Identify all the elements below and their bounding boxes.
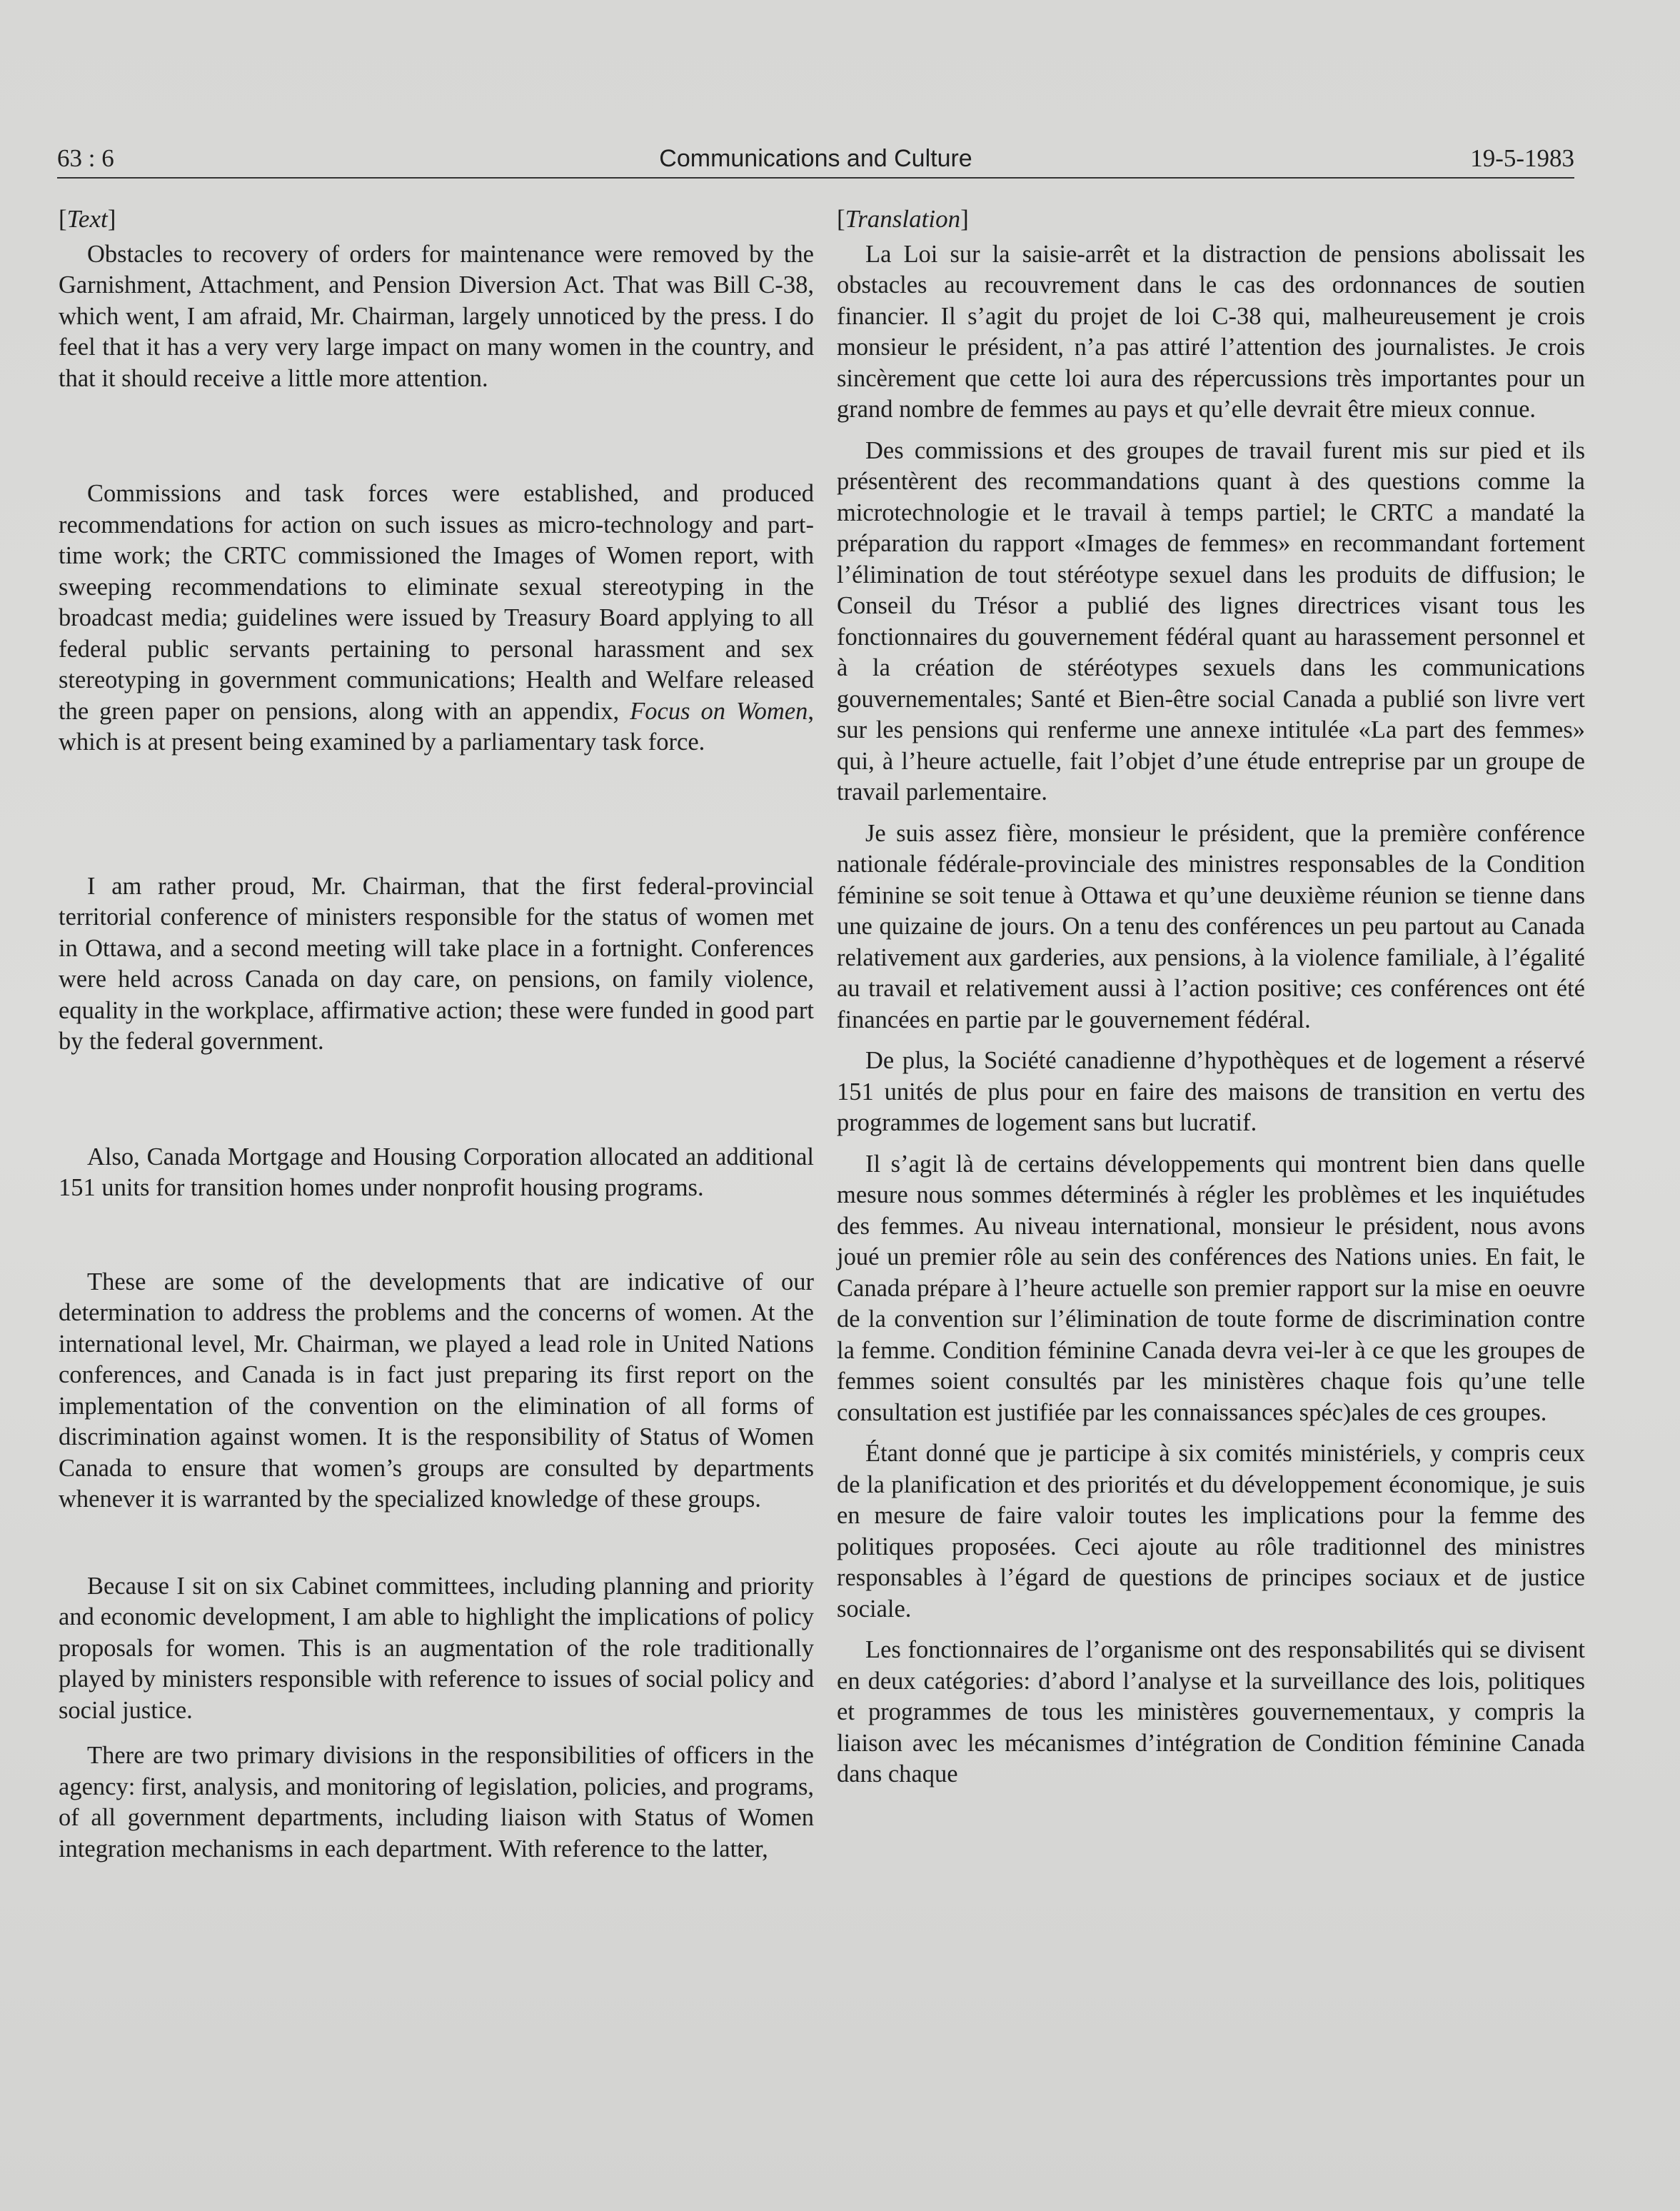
paragraph: La Loi sur la saisie-arrêt et la distraction de pensions abolissait les obstacles au recouvrement dans le cas des ordonnances de soutien financier. Il s’agit du projet de loi C-38 qui, malheureusement je crois monsieur le président, n’a pas attiré l’attention des journalistes. Je crois sincèrement que cette loi aura des répercussions très importantes pour un grand nombre de femmes au pays et qu’elle devrait être mieux connue. [837,240,1585,423]
running-title: Communications and Culture [659,145,972,172]
publication-title: Focus on Women [630,697,808,725]
paragraph: Je suis assez fière, monsieur le président, que la première conférence nationale fédérale-provinciale des ministres responsables de la Condition féminine se soit tenue à Ottawa et qu’une deuxième réunion se tienne dans une quizaine de jours. On a tenu des conférences un peu partout au Canada relativement aux garderies, aux pensions, à la violence familiale, à l’égalité au travail et relativement aussi à l’action positive; ces conférences ont été financées en partie par le gouvernement fédéral. [837,819,1585,1033]
text-tag: [Text] [59,205,116,233]
page-number: 63 : 6 [57,144,114,172]
paragraph: Étant donné que je participe à six comités ministériels, y compris ceux de la planification et des priorités et du développement économique, je suis en mesure de faire valoir toutes les implications pour la femme des politiques proposées. Ceci ajoute au rôle traditionnel des ministres responsables à l’égard de questions de principes sociaux et de justice sociale. [837,1440,1585,1623]
paragraph: There are two primary divisions in the responsibilities of officers in the agency: first, analysis, and monitoring of legislation, policies, and programs, of all government departments, including liaison with Status of Women integration mechanisms in each department. With reference to the latter, [59,1742,814,1862]
page-header [57,136,1574,179]
english-text-column [59,204,814,1865]
paragraph: Les fonctionnaires de l’organisme ont des responsabilités qui se divisent en deux catégories: d’abord l’analyse et la surveillance des lois, politiques et programmes de tous les ministères gouvernementaux, y compris la liaison avec les mécanismes d’intégration de Condition féminine Canada dans chaque [837,1636,1585,1788]
french-translation-column [837,204,1585,1800]
paragraph: Also, Canada Mortgage and Housing Corporation allocated an additional 151 units for transition homes under nonprofit housing programs. [59,1143,814,1201]
paragraph: Obstacles to recovery of orders for maintenance were removed by the Garnishment, Attachment, and Pension Diversion Act. That was Bill C-38, which went, I am afraid, Mr. Chairman, largely unnoticed by the press. I do feel that it has a very very large impact on many women in the country, and that it should receive a little more attention. [59,240,814,392]
paragraph: Des commissions et des groupes de travail furent mis sur pied et ils présentèrent des recommandations quant à des questions comme la microtechnologie et le travail à temps partiel; le CRTC a mandaté la préparation du rapport «Images de femmes» en recommandant fortement l’élimination de tout stéréotype sexuel dans les produits de diffusion; le Conseil du Trésor a publié des lignes directrices visant tous les fonctionnaires du gouvernement fédéral quant au harassement personnel et à la création de stéréotypes sexuels dans les communications gouvernementales; Santé et Bien-être social Canada a publié son livre vert sur les pensions qui renferme une annexe intitulée «La part des femmes» qui, à l’heure actuelle, fait l’objet d’une étude entreprise par un groupe de travail parlementaire. [837,436,1585,806]
paragraph: I am rather proud, Mr. Chairman, that the first federal-provincial territorial conference of ministers responsible for the status of women met in Ottawa, and a second meeting will take place in a fortnight. Conferences were held across Canada on day care, on pensions, on family violence, equality in the workplace, affirmative action; these were funded in good part by the federal government. [59,872,814,1055]
page-date: 19-5-1983 [1470,144,1574,172]
paragraph: Because I sit on six Cabinet committees, including planning and priority and economic development, I am able to highlight the implications of policy proposals for women. This is an augmentation of the role traditionally played by ministers responsible with reference to issues of social policy and social justice. [59,1572,814,1724]
paragraph: Commissions and task forces were established, and produced recommendations for action on such issues as micro-technology and part-time work; the CRTC commissioned the Images of Women report, with sweeping recommendations to eliminate sexual stereotyping in the broadcast media; guidelines were issued by Treasury Board applying to all federal public servants pertaining to personal harassment and sex stereotyping in government communications; Health and Welfare released the green paper on pensions, along with an appendix, Focus on Women, which is at present being examined by a parliamentary task force. [59,480,815,756]
paragraph: De plus, la Société canadienne d’hypothèques et de logement a réservé 151 unités de plus pour en faire des maisons de transition en vertu des programmes de logement sans but lucratif. [837,1047,1585,1136]
translation-tag: [Translation] [837,205,969,233]
paragraph: These are some of the developments that are indicative of our determination to address the problems and the concerns of women. At the international level, Mr. Chairman, we played a lead role in United Nations conferences, and Canada is in fact just preparing its first report on the implementation of the convention on the elimination of all forms of discrimination against women. It is the responsibility of Status of Women Canada to ensure that women’s groups are consulted by departments whenever it is warranted by the specialized knowledge of these groups. [59,1268,814,1513]
paragraph: Il s’agit là de certains développements qui montrent bien dans quelle mesure nous sommes déterminés à régler les problèmes et les inquiétudes des femmes. Au niveau international, monsieur le président, nous avons joué un premier rôle au sein des conférences des Nations unies. En fait, le Canada prépare à l’heure actuelle son premier rapport sur la mise en oeuvre de la convention sur l’élimination de toute forme de discrimination contre la femme. Condition féminine Canada devra vei-ler à ce que les groupes de femmes soient consultés par les ministères chaque fois qu’une telle consultation est justifiée par les connaissances spéc)ales de ces groupes. [837,1150,1585,1426]
